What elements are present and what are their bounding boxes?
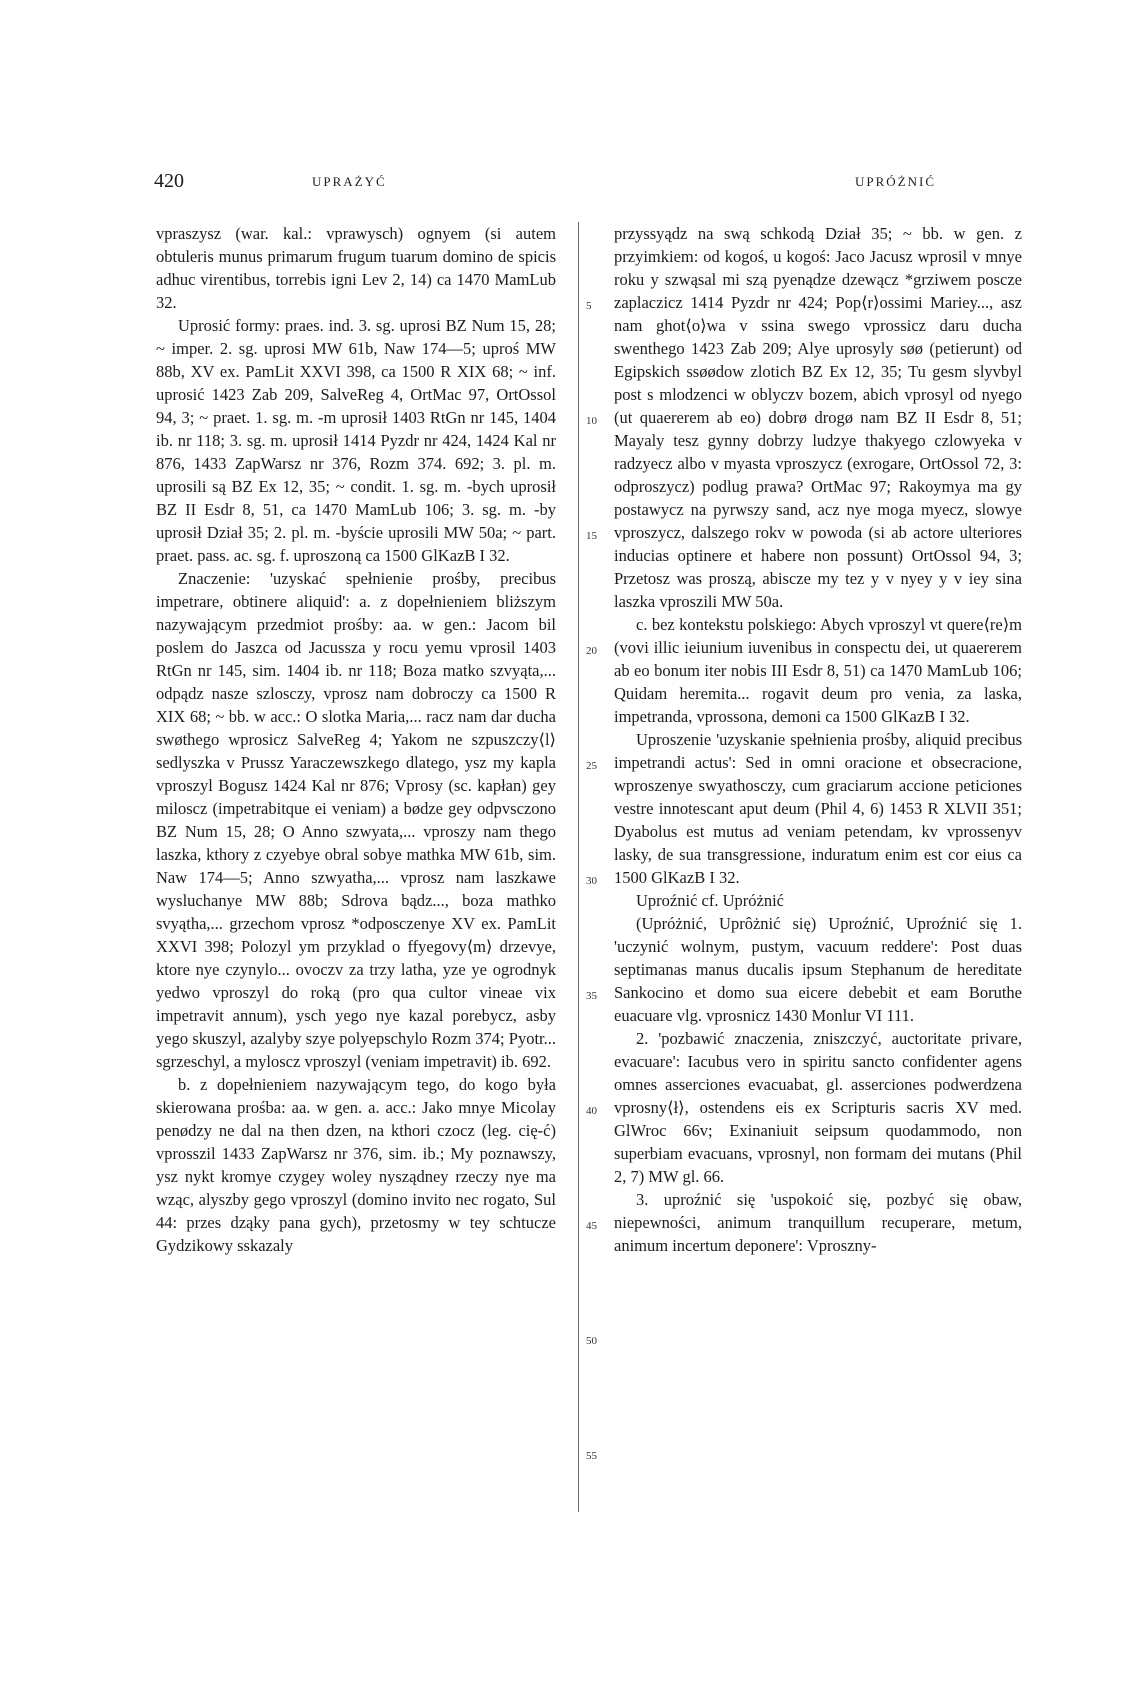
line-number: 45 xyxy=(586,1220,597,1232)
entry-paragraph: Uprosić formy: praes. ind. 3. sg. uprosi BZ Num 15, 28; ~ imper. 2. sg. uprosi MW 61b, Naw 174—5; uproś MW 88b, XV ex. PamLit XXVI 398, ca 1500 R XIX 68; ~ inf. uprosić 1423 Zab 209, SalveReg 4, OrtMac 97, OrtOssol 94, 3; ~ praet. 1. sg. m. -m uprosił 1403 RtGn nr 145, 1404 ib. nr 118; 3. sg. m. uprosił 1414 Pyzdr nr 424, 1424 Kal nr 876, 1433 ZapWarsz nr 376, Rozm 374. 692; 3. pl. m. uprosili są BZ Ex 12, 35; ~ condit. 1. sg. m. -bych uprosił BZ II Esdr 8, 51, ca 1470 MamLub 106; 3. sg. m. -by uprosił Dział 35; 2. pl. m. -byście uprosili MW 50a; ~ part. praet. pass. ac. sg. f. uproszoną ca 1500 GlKazB I 32. xyxy=(156,316,556,565)
column-divider xyxy=(578,222,579,1512)
right-column xyxy=(614,222,1022,1257)
entry-paragraph: c. bez kontekstu polskiego: Abych vproszyl vt quere⟨re⟩m (vovi illic ieiunium iuvenibus in conspectu dei, ut quaererem ab eo bonum iter nobis III Esdr 8, 51) ca 1470 MamLub 106; Quidam heremita... rogavit deum pro venia, za laska, impetranda, vprossona, demoni ca 1500 GlKazB I 32. xyxy=(614,615,1022,726)
entry-paragraph: vpraszysz (war. kal.: vprawysch) ognyem (si autem obtuleris munus primarum frugum tuarum domino de spicis adhuc virentibus, torrebis igni Lev 2, 14) ca 1470 MamLub 32. xyxy=(156,224,556,312)
line-number: 30 xyxy=(586,875,597,887)
page-header xyxy=(154,170,1034,200)
entry-paragraph: przyssyądz na swą schkodą Dział 35; ~ bb. w gen. z przyimkiem: od kogoś, u kogoś: Jaco Jacusz wprosil v mnye roku y szwąsal mi szą pyenądze dzewącz *grziwem poscze zaplaczicz 1414 Pyzdr nr 424; Pop⟨r⟩ossimi Mariey..., asz nam ghot⟨o⟩wa v ssina swego vprossicz daru ducha swenthego 1423 Zab 209; Alye uprosyly søø (petierunt) od Egipskich ssøødow zlotich BZ Ex 12, 35; Tu gesm slyvbyl post s mlodzenci w oblyczv bozem, abich vprosyl od nyego (ut quaererem ab eo) dobrø drogø nam BZ II Esdr 8, 51; Mayaly tesz gynny dobrzy ludzye thakyego czlowyeka v radzyecz albo v myasta vproszycz (exrogare, OrtOssol 72, 3: odproszycz) podlug prawa? OrtMac 97; Rakoymya ma gy postawycz na pyrwszy sand, acz nye moga myecz, slowye vproszycz, dalszego rokv w powoda (si ab actore ulteriores inducias optinere et habere non possunt) OrtOssol 94, 3; Przetosz was proszą, abiscze my tez y v nyey y v iey sina laszka vproszili MW 50a. xyxy=(614,224,1022,611)
entry-paragraph: Znaczenie: 'uzyskać spełnienie prośby, precibus impetrare, obtinere aliquid': a. z dopełnieniem bliższym nazywającym przedmiot prośby: aa. w gen.: Jacom bil poslem do Jaszca od Jacussza y rocu yemu vprosil 1403 RtGn nr 145, sim. 1404 ib. nr 118; Boza matko szvyąta,... odpądz nasze szlosczy, vprosz nam dobroczy ca 1500 R XIX 68; ~ bb. w acc.: O slotka Maria,... racz nam dar ducha swøthego wprosicz SalveReg 4; Yakom ne szpuszczy⟨l⟩ sedlyszka v Prussz Yaraczewszkego dlatego, ysz my kapla vproszyl Bogusz 1424 Kal nr 876; Vprosy (sc. kapłan) gey miloscz (impetrabitque ei veniam) a bødze gey odpvsczono BZ Num 15, 28; O Anno szwyata,... vproszy nam thego laszka, kthory z czyebye obral sobye mathka MW 61b, sim. Naw 174—5; Anno szwyatha,... vprosz nam laszkawe wysluchanye MW 88b; Sdrova bądz..., boza mathko svyątha,... grzechom vprosz *odposczenye XV ex. PamLit XXVI 398; Polozyl ym przyklad o ffyegovy⟨m⟩ drzevye, ktore nye czynylo... ovoczv za trzy latha, yze ye ogrodnyk yedwo vproszyl do roką (pro qua cultor vineae vix impetravit annum), ysch yego nye kazal porebycz, asby yego skuszyl, azalyby szye polyepschylo Rozm 374; Pyotr... sgrzeschyl, a myloscz vproszyl (veniam impetravit) ib. 692. xyxy=(156,569,556,1071)
entry-paragraph: 3. uproźnić się 'uspokoić się, pozbyć się obaw, niepewności, animum tranquillum recuperare, metum, animum incertum deponere': Vproszny- xyxy=(614,1190,1022,1255)
right-headword: UPRÓŻNIĆ xyxy=(854,174,936,189)
entry-paragraph: b. z dopełnieniem nazywającym tego, do kogo była skierowana prośba: aa. w gen. a. acc.: Jako mnye Micolay penødzy ne dal na then dzen, na kthori czocz (leg. cię-ć) vprosszil 1433 ZapWarsz nr 376, sim. ib.; My poznawszy, ysz nykt kromye czygey woley nysządney rzeczy nye ma wząc, alyszby gego vproszyl (domino invito nec rogato, Sul 44: przes dząky pana gych), przetosmy w tey schtucze Gydzikowy sskazaly xyxy=(156,1075,556,1255)
line-number: 10 xyxy=(586,415,597,427)
left-headword: UPRAŻYĆ xyxy=(312,174,387,189)
left-column xyxy=(156,222,556,1257)
entry-paragraph: 2. 'pozbawić znaczenia, zniszczyć, auctoritate privare, evacuare': Iacubus vero in spiritu sancto confidenter agens omnes asserciones evacuabat, gl. asserciones podwerdzena vprosny⟨ł⟩, ostendens eis ex Scripturis sacris XV med. GlWroc 66v; Exinaniuit seipsum quodammodo, non superbiam evacuans, vprosnyl, non formam dei mutans (Phil 2, 7) MW gl. 66. xyxy=(614,1029,1022,1186)
line-number: 25 xyxy=(586,760,597,772)
line-number: 50 xyxy=(586,1335,597,1347)
line-number: 5 xyxy=(586,300,592,312)
page-number: 420 xyxy=(154,170,184,192)
line-number: 40 xyxy=(586,1105,597,1117)
entry-paragraph: (Upróżnić, Uprôżnić się) Uproźnić, Uproźnić się 1. 'uczynić wolnym, pustym, vacuum reddere': Post duas septimanas manus ducalis ipsum Stephanum de hereditate Sankocino et domo sua eicere debebit et eam Boruthe euacuare vlg. vprosnicz 1430 Monlur VI 111. xyxy=(614,914,1022,1025)
line-number: 15 xyxy=(586,530,597,542)
entry-paragraph: Uproźnić cf. Upróżnić xyxy=(636,891,784,910)
line-number: 35 xyxy=(586,990,597,1002)
line-number: 55 xyxy=(586,1450,597,1462)
line-number: 20 xyxy=(586,645,597,657)
entry-paragraph: Uproszenie 'uzyskanie spełnienia prośby, aliquid precibus impetrandi actus': Sed in omni oracione et obsecracione, wproszenye swyathosczy, cum graciarum accione peticiones vestre innotescant aput deum (Phil 4, 6) 1453 R XLVII 351; Dyabolus est mutus ad veniam petendam, kv vprossenyv lasky, de sua transgressione, induratum enim est cor eius ca 1500 GlKazB I 32. xyxy=(614,730,1022,887)
